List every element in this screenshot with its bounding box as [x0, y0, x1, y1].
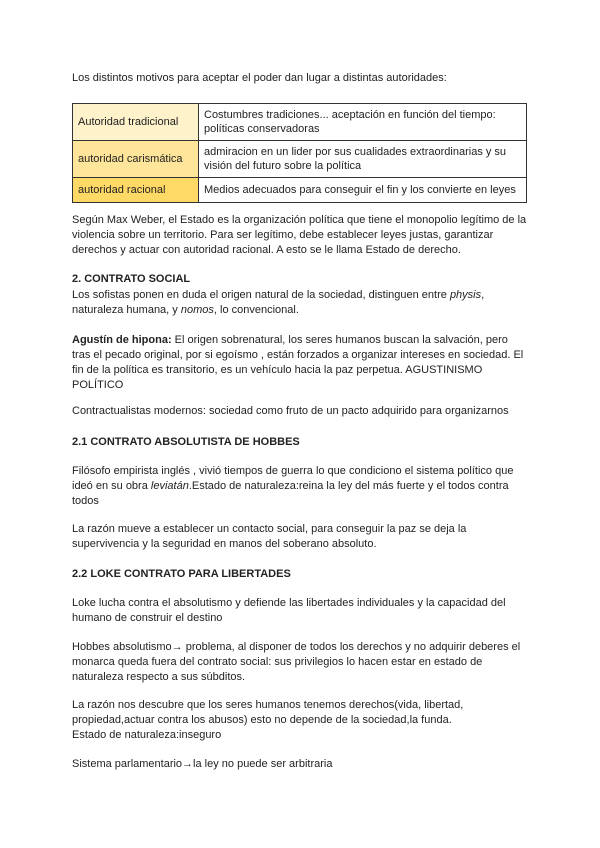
loke-paragraph-4: Sistema parlamentario→la ley no puede ser arbitraria [72, 758, 333, 770]
weber-paragraph: Según Max Weber, el Estado es la organización política que tiene el monopolio legítimo de la violencia sobre un territorio. Para ser legítimo, debe establecer leyes justas, garantizar derechos y actuar con autoridad racional. A esto se le llama Estado de derecho. [72, 214, 527, 256]
leviatan-term: leviatán [150, 480, 189, 492]
loke-paragraph-3b: Estado de naturaleza:inseguro [72, 729, 222, 741]
hobbes-paragraph-1 [72, 464, 528, 509]
agustin-label: Agustín de hipona: [72, 334, 172, 346]
agustin-text: El origen sobrenatural, los seres humanos buscan la salvación, pero tras el pecado original, por si egoísmo , están forzados a organizar intereses en sociedad. El fin de la política es transitorio, es un vehículo hacia la paz perpetua. AGUSTINISMO POLÍTICO [72, 334, 524, 391]
authority-description-cell: admiracion en un lider por sus cualidades extraordinarias y su visión del futuro sobre la política [199, 141, 527, 178]
contractualistas-paragraph: Contractualistas modernos: sociedad como fruto de un pacto adquirido para organizarnos [72, 405, 509, 417]
authority-type-cell: autoridad racional [73, 178, 199, 203]
table-row [73, 104, 527, 141]
loke-paragraph-1: Loke lucha contra el absolutismo y defiende las libertades individuales y la capacidad del humano de construir el destino [72, 597, 506, 624]
authority-type-cell: autoridad carismática [73, 141, 199, 178]
table-row [73, 141, 527, 178]
section-heading-hobbes: 2.1 CONTRATO ABSOLUTISTA DE HOBBES [72, 436, 300, 448]
intro-paragraph: Los distintos motivos para aceptar el poder dan lugar a distintas autoridades: [72, 72, 447, 84]
section-heading-contrato-social: 2. CONTRATO SOCIAL [72, 273, 191, 285]
nomos-term: nomos [180, 304, 214, 316]
table-row [73, 178, 527, 203]
hobbes-text: Filósofo empirista inglés , vivió tiempos de guerra lo que condiciono el sistema político que ideó en su obra [72, 465, 514, 492]
section-heading-loke: 2.2 LOKE CONTRATO PARA LIBERTADES [72, 568, 291, 580]
authority-table [72, 103, 527, 203]
hobbes-paragraph-2: La razón mueve a establecer un contacto social, para conseguir la paz se deja la supervivencia y la seguridad en manos del soberano absoluto. [72, 523, 467, 550]
sofistas-paragraph [72, 288, 528, 318]
sofistas-text: , lo convencional. [213, 304, 299, 316]
physis-term: physis [449, 289, 482, 301]
agustin-paragraph [72, 333, 528, 393]
loke-paragraph-2: Hobbes absolutismo→ problema, al disponer de todos los derechos y no adquirir deberes el monarca queda fuera del contrato social: sus privilegios lo hacen estar en estado de naturaleza respecto a sus súbditos. [72, 641, 521, 683]
authority-type-cell: Autoridad tradicional [73, 104, 199, 141]
loke-paragraph-3a: La razón nos descubre que los seres humanos tenemos derechos(vida, libertad, propiedad,actuar contra los abusos) esto no depende de la sociedad,la funda. [72, 699, 464, 726]
sofistas-text: Los sofistas ponen en duda el origen natural de la sociedad, distinguen entre [72, 289, 450, 301]
authority-description-cell: Costumbres tradiciones... aceptación en función del tiempo: políticas conservadoras [199, 104, 527, 141]
sofistas-text: , naturaleza humana, y [72, 289, 485, 316]
authority-description-cell: Medios adecuados para conseguir el fin y los convierte en leyes [199, 178, 527, 203]
hobbes-text: .Estado de naturaleza:reina la ley del más fuerte y el todos contra todos [72, 480, 509, 507]
